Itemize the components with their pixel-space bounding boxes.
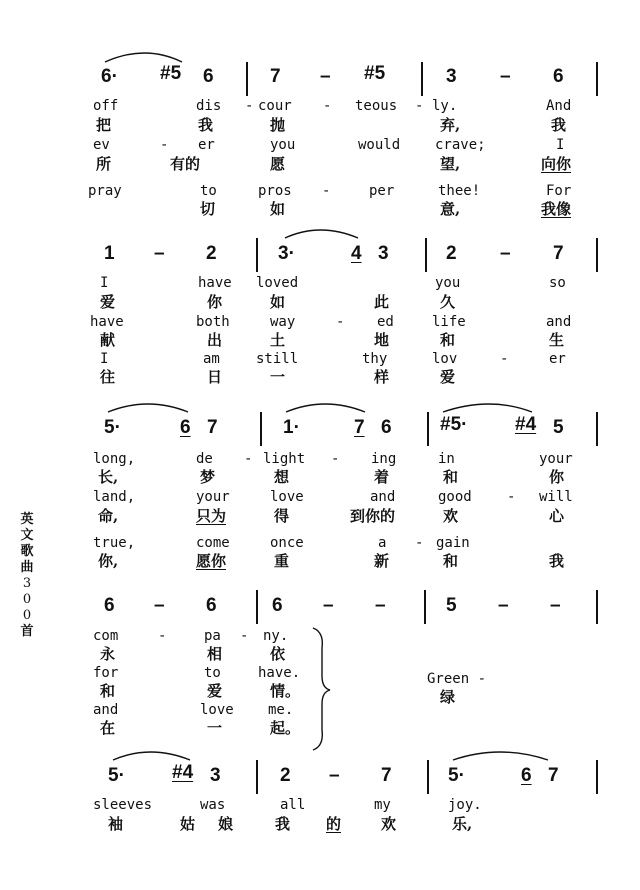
- lyric-en: And: [546, 98, 572, 114]
- lyric-en: I: [100, 351, 109, 367]
- note: 7: [548, 765, 559, 786]
- lyric-en: have: [198, 275, 232, 291]
- lyric-en: would: [358, 137, 401, 153]
- bar-line: [427, 760, 429, 794]
- lyric-cn: 一: [207, 719, 223, 737]
- lyric-en: you: [270, 137, 296, 153]
- note: 7: [270, 66, 281, 87]
- bar-line: [425, 238, 427, 272]
- lyric-en: will: [539, 489, 573, 505]
- note: 3: [378, 243, 389, 264]
- lyric-en: dis: [196, 98, 222, 114]
- note: 2: [206, 243, 217, 264]
- note: –: [320, 66, 331, 87]
- lyric-cn: 愿你: [196, 552, 227, 570]
- lyric-en: sleeves: [93, 797, 153, 813]
- note: –: [375, 595, 386, 616]
- lyric-cn: 到你的: [350, 507, 396, 525]
- bar-line: [256, 238, 258, 272]
- lyric-en: me.: [268, 702, 294, 718]
- lyric-cn: 袖: [108, 815, 124, 833]
- lyric-en: -: [415, 98, 424, 114]
- note: #5·: [440, 414, 468, 435]
- bar-line: [596, 590, 598, 624]
- note: 7: [553, 243, 564, 264]
- lyric-cn: 弃,: [440, 116, 461, 134]
- lyric-en: life: [432, 314, 466, 330]
- note: #4: [515, 414, 537, 435]
- bar-line: [596, 62, 598, 96]
- note: 1·: [283, 417, 300, 438]
- note: 7: [381, 765, 392, 786]
- lyric-cn: 日: [207, 368, 223, 386]
- lyric-cn: 有的: [170, 155, 201, 173]
- lyric-en: in: [438, 451, 455, 467]
- book-title-char: 0: [22, 608, 32, 623]
- note: –: [154, 595, 165, 616]
- lyric-cn: 爱: [100, 293, 116, 311]
- note: 7: [354, 417, 365, 438]
- lyric-cn: 我像: [541, 200, 572, 218]
- lyric-en: er: [198, 137, 215, 153]
- lyric-cn: 愿: [270, 155, 286, 173]
- lyric-cn: 土: [270, 331, 286, 349]
- lyric-cn: 和: [443, 552, 459, 570]
- lyric-cn: 姑: [180, 815, 196, 833]
- lyric-en: de: [196, 451, 213, 467]
- lyric-cn: 所: [96, 155, 112, 173]
- refrain-en: Green -: [427, 671, 487, 687]
- lyric-en: pros: [258, 183, 292, 199]
- bar-line: [256, 590, 258, 624]
- lyric-en: land,: [93, 489, 136, 505]
- lyric-cn: 你,: [98, 552, 119, 570]
- lyric-en: ny.: [263, 628, 289, 644]
- lyric-cn: 重: [274, 552, 290, 570]
- lyric-cn: 地: [374, 331, 390, 349]
- lyric-en: your: [539, 451, 573, 467]
- note: –: [329, 765, 340, 786]
- lyric-cn: 爱: [440, 368, 456, 386]
- lyric-en: have.: [258, 665, 301, 681]
- note: –: [500, 66, 511, 87]
- lyric-en: off: [93, 98, 119, 114]
- note: 5: [446, 595, 457, 616]
- lyric-en: my: [374, 797, 391, 813]
- note: 6: [381, 417, 392, 438]
- note: 5: [553, 417, 564, 438]
- lyric-en: -: [507, 489, 516, 505]
- lyric-cn: 在: [100, 719, 116, 737]
- lyric-en: ly.: [432, 98, 458, 114]
- note: 3·: [278, 243, 295, 264]
- lyric-en: you: [435, 275, 461, 291]
- lyric-en: I: [100, 275, 109, 291]
- lyric-en: loved: [256, 275, 299, 291]
- note: 6: [203, 66, 214, 87]
- lyric-cn: 的: [326, 815, 342, 833]
- lyric-cn: 生: [549, 331, 565, 349]
- lyric-en: ev: [93, 137, 110, 153]
- lyric-cn: 意,: [440, 200, 461, 218]
- lyric-cn: 向你: [541, 155, 572, 173]
- book-title-char: 文: [20, 528, 34, 543]
- lyric-en: love: [270, 489, 304, 505]
- lyric-en: long,: [93, 451, 136, 467]
- lyric-en: joy.: [448, 797, 482, 813]
- lyric-en: com: [93, 628, 119, 644]
- note: 5·: [108, 765, 125, 786]
- refrain-cn: 绿: [440, 688, 456, 706]
- book-title-char: 曲: [20, 560, 34, 575]
- note: –: [500, 243, 511, 264]
- lyric-cn: 只为: [196, 507, 227, 525]
- lyric-en: your: [196, 489, 230, 505]
- note: 6: [206, 595, 217, 616]
- note: 3: [446, 66, 457, 87]
- lyric-en: lov: [432, 351, 458, 367]
- lyric-cn: 娘: [218, 815, 234, 833]
- book-title-char: 3: [22, 576, 32, 591]
- note: 6: [180, 417, 191, 438]
- lyric-en: and: [546, 314, 572, 330]
- lyric-en: light: [263, 451, 306, 467]
- bar-line: [596, 760, 598, 794]
- note: 6: [553, 66, 564, 87]
- lyric-en: cour: [258, 98, 292, 114]
- note: –: [323, 595, 334, 616]
- lyric-en: ed: [377, 314, 394, 330]
- note: 6·: [101, 66, 118, 87]
- bar-line: [424, 590, 426, 624]
- lyric-cn: 我: [198, 116, 214, 134]
- note: 5·: [448, 765, 465, 786]
- lyric-cn: 把: [96, 116, 112, 134]
- lyric-en: so: [549, 275, 566, 291]
- book-title-char: 英: [20, 512, 34, 527]
- book-title-char: 首: [20, 624, 34, 639]
- lyric-en: -: [160, 137, 169, 153]
- bar-line: [427, 412, 429, 446]
- lyric-en: and: [370, 489, 396, 505]
- lyric-en: both: [196, 314, 230, 330]
- note: #5: [364, 63, 386, 84]
- note: 6: [272, 595, 283, 616]
- lyric-cn: 起。: [270, 719, 301, 737]
- lyric-en: -: [158, 628, 167, 644]
- bar-line: [596, 412, 598, 446]
- lyric-cn: 样: [374, 368, 390, 386]
- note: 2: [446, 243, 457, 264]
- lyric-cn: 我: [551, 116, 567, 134]
- lyric-en: -: [500, 351, 509, 367]
- lyric-en: true,: [93, 535, 136, 551]
- lyric-cn: 此: [374, 293, 390, 311]
- lyric-en: thee!: [438, 183, 481, 199]
- lyric-cn: 望,: [440, 155, 461, 173]
- lyric-cn: 爱: [207, 682, 223, 700]
- lyric-en: -: [240, 628, 249, 644]
- note: –: [550, 595, 561, 616]
- lyric-cn: 相: [207, 645, 223, 663]
- lyric-en: once: [270, 535, 304, 551]
- book-title-char: 0: [22, 592, 32, 607]
- lyric-cn: 我: [549, 552, 565, 570]
- lyric-en: have: [90, 314, 124, 330]
- note: 5·: [104, 417, 121, 438]
- lyric-en: and: [93, 702, 119, 718]
- lyric-en: love: [200, 702, 234, 718]
- note: 6: [521, 765, 532, 786]
- lyric-cn: 着: [374, 468, 390, 486]
- lyric-en: to: [204, 665, 221, 681]
- lyric-en: thy: [362, 351, 388, 367]
- lyric-en: crave;: [435, 137, 486, 153]
- book-title-char: 歌: [20, 544, 34, 559]
- lyric-en: -: [336, 314, 345, 330]
- lyric-en: -: [323, 98, 332, 114]
- lyric-en: gain: [436, 535, 470, 551]
- lyric-en: for: [93, 665, 119, 681]
- lyric-en: teous: [355, 98, 398, 114]
- lyric-en: good: [438, 489, 472, 505]
- lyric-en: -: [331, 451, 340, 467]
- lyric-cn: 依: [270, 645, 286, 663]
- lyric-en: all: [280, 797, 306, 813]
- lyric-cn: 欢: [443, 507, 459, 525]
- bar-line: [246, 62, 248, 96]
- lyric-en: a: [378, 535, 387, 551]
- bar-line: [260, 412, 262, 446]
- lyric-cn: 久: [440, 293, 456, 311]
- lyric-cn: 新: [374, 552, 390, 570]
- note: 1: [104, 243, 115, 264]
- lyric-en: pa: [204, 628, 221, 644]
- note: –: [154, 243, 165, 264]
- lyric-cn: 心: [549, 507, 565, 525]
- lyric-cn: 梦: [200, 468, 216, 486]
- lyric-cn: 命,: [98, 507, 119, 525]
- lyric-cn: 长,: [98, 468, 119, 486]
- lyric-cn: 情。: [270, 682, 301, 700]
- lyric-en: ing: [371, 451, 397, 467]
- bar-line: [596, 238, 598, 272]
- lyric-cn: 和: [440, 331, 456, 349]
- lyric-en: For: [546, 183, 572, 199]
- lyric-cn: 和: [443, 468, 459, 486]
- lyric-en: am: [203, 351, 220, 367]
- note: 4: [351, 243, 362, 264]
- lyric-en: was: [200, 797, 226, 813]
- note: –: [498, 595, 509, 616]
- lyric-en: pray: [88, 183, 122, 199]
- lyric-en: I: [556, 137, 565, 153]
- lyric-en: -: [245, 98, 254, 114]
- lyric-cn: 往: [100, 368, 116, 386]
- note: #5: [160, 63, 182, 84]
- note: 7: [207, 417, 218, 438]
- lyric-cn: 一: [270, 368, 286, 386]
- lyric-cn: 切: [200, 200, 216, 218]
- lyric-cn: 想: [274, 468, 290, 486]
- lyric-cn: 我: [275, 815, 291, 833]
- lyric-en: to: [200, 183, 217, 199]
- lyric-en: -: [415, 535, 424, 551]
- note: 2: [280, 765, 291, 786]
- lyric-cn: 你: [207, 293, 223, 311]
- bar-line: [256, 760, 258, 794]
- note: 3: [210, 765, 221, 786]
- lyric-en: come: [196, 535, 230, 551]
- lyric-cn: 得: [274, 507, 290, 525]
- lyric-cn: 献: [100, 331, 116, 349]
- note: 6: [104, 595, 115, 616]
- note: #4: [172, 762, 194, 783]
- lyric-cn: 乐,: [452, 815, 473, 833]
- lyric-cn: 和: [100, 682, 116, 700]
- lyric-cn: 出: [207, 331, 223, 349]
- lyric-cn: 抛: [270, 116, 286, 134]
- lyric-cn: 如: [270, 293, 286, 311]
- lyric-cn: 如: [270, 200, 286, 218]
- lyric-cn: 你: [549, 468, 565, 486]
- lyric-en: er: [549, 351, 566, 367]
- lyric-en: per: [369, 183, 395, 199]
- lyric-en: -: [322, 183, 331, 199]
- lyric-en: way: [270, 314, 296, 330]
- lyric-cn: 欢: [381, 815, 397, 833]
- lyric-en: -: [244, 451, 253, 467]
- bar-line: [421, 62, 423, 96]
- lyric-cn: 永: [100, 645, 116, 663]
- lyric-en: still: [256, 351, 299, 367]
